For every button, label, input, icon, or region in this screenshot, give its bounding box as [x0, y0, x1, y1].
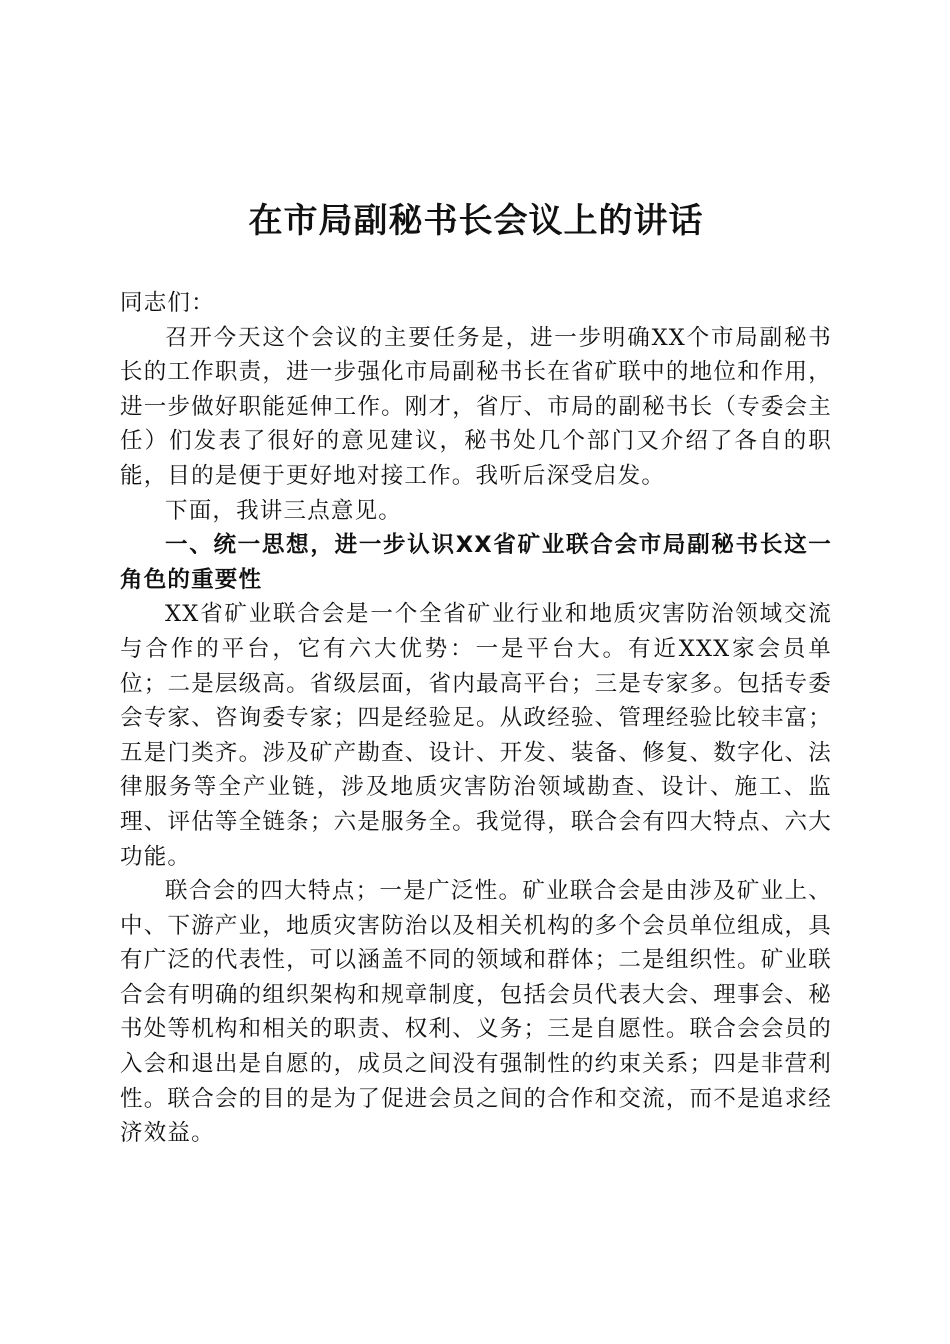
- paragraph-characteristics: 联合会的四大特点；一是广泛性。矿业联合会是由涉及矿业上、中、下游产业，地质灾害防治以及相关机构的多个会员单位组成，具有广泛的代表性，可以涵盖不同的领域和群体；二是组织性。矿业联合会有明确的组织架构和规章制度，包括会员代表大会、理事会、秘书处等机构和相关的职责、权利、义务；三是自愿性。联合会会员的入会和退出是自愿的，成员之间没有强制性的约束关系；四是非营利性。联合会的目的是为了促进会员之间的合作和交流，而不是追求经济效益。: [120, 878, 832, 1147]
- paragraph-outline: 下面，我讲三点意见。: [165, 497, 403, 524]
- section-heading-1: 一、统一思想，进一步认识XX省矿业联合会市局副秘书长这一角色的重要性: [120, 532, 832, 593]
- document-page: [120, 196, 832, 1151]
- paragraph-intro: 召开今天这个会议的主要任务是，进一步明确XX个市局副秘书长的工作职责，进一步强化市局副秘书长在省矿联中的地位和作用，进一步做好职能延伸工作。刚才，省厅、市局的副秘书长（专委会主任）们发表了很好的意见建议，秘书处几个部门又介绍了各自的职能，目的是便于更好地对接工作。我听后深受启发。: [120, 324, 832, 489]
- salutation: 同志们：: [120, 290, 215, 316]
- paragraph-advantages: XX省矿业联合会是一个全省矿业行业和地质灾害防治领域交流与合作的平台，它有六大优势：一是平台大。有近XXX家会员单位；二是层级高。省级层面，省内最高平台；三是专家多。包括专委会专家、咨询委专家；四是经验足。从政经验、管理经验比较丰富；五是门类齐。涉及矿产勘查、设计、开发、装备、修复、数字化、法律服务等全产业链，涉及地质灾害防治领域勘查、设计、施工、监理、评估等全链条；六是服务全。我觉得，联合会有四大特点、六大功能。: [120, 601, 832, 870]
- document-title: 在市局副秘书长会议上的讲话: [248, 201, 704, 241]
